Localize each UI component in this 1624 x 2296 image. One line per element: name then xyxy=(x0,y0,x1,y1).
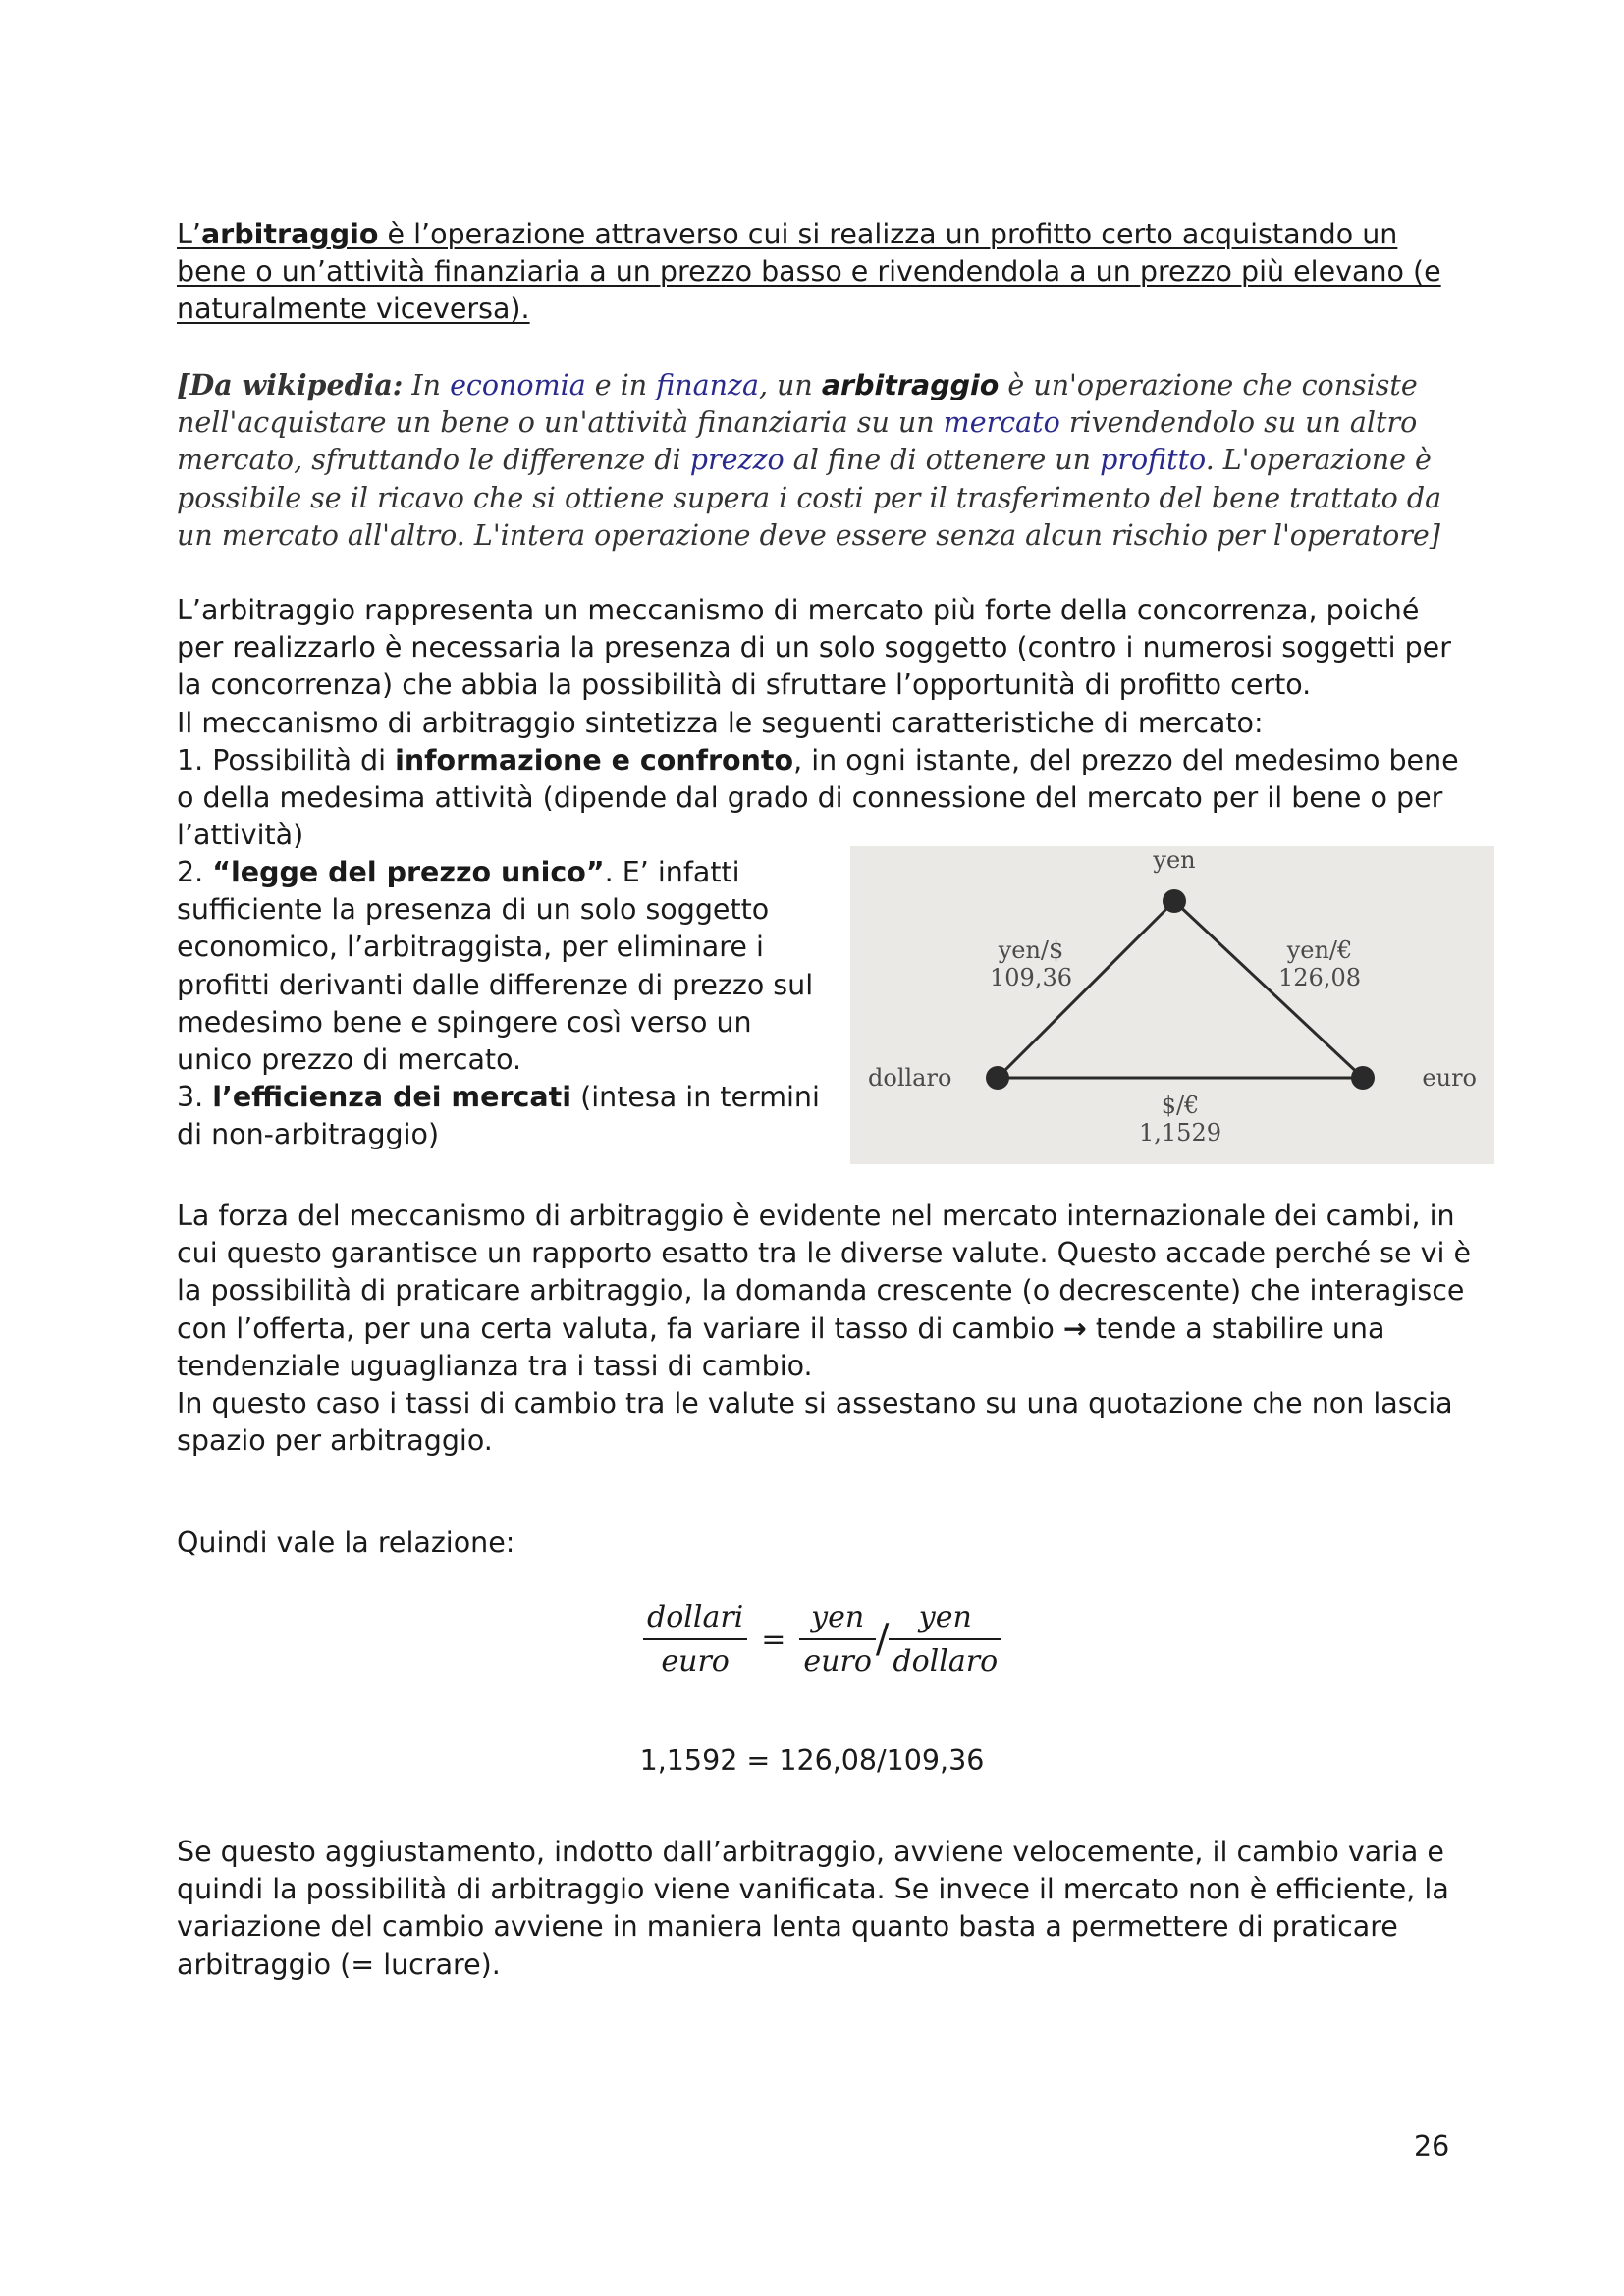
exchange-paragraph xyxy=(177,1198,1473,1460)
adjustment-paragraph: Se questo aggiustamento, indotto dall’arbitraggio, avviene velocemente, il cambio varia e quindi la possibilità di arbitraggio viene vanificata. Se invece il mercato non è efficiente, la variazione del cambio avviene in maniera lenta quanto basta a permettere di praticare arbitraggio (= lucrare). xyxy=(177,1836,1449,1981)
wiki-text: , un xyxy=(758,369,822,401)
node-euro xyxy=(1351,1066,1375,1090)
equals-sign: = xyxy=(761,1622,786,1657)
wiki-text: al fine di ottenere un xyxy=(784,444,1101,477)
link-profitto[interactable]: profitto xyxy=(1100,444,1206,477)
fraction-yen-euro xyxy=(799,1600,875,1679)
link-economia[interactable]: economia xyxy=(450,369,586,401)
list-item-2-text: . E’ infatti sufficiente la presenza di un solo soggetto economico, l’arbitraggista, per eliminare i profitti derivanti dalle differenze di prezzo sul medesimo bene e spingere così verso un unico prezzo di mercato. xyxy=(177,856,814,1077)
list-item-1 xyxy=(177,742,1473,855)
division-slash: / xyxy=(875,1617,890,1662)
label-euro: euro xyxy=(1422,1064,1477,1092)
wiki-text: . L'operazione è possibile se il ricavo che si ottiene supera i costi per il trasferimento del bene trattato da un mercato all'altro. L'intera operazione deve essere senza alcun rischio per l'operatore] xyxy=(177,444,1442,552)
node-dollaro xyxy=(986,1066,1009,1090)
list-item-3 xyxy=(177,1079,825,1153)
wiki-text: In xyxy=(403,369,451,401)
list-item-2-prefix: 2. xyxy=(177,856,213,888)
numerator-dollari: dollari xyxy=(643,1600,747,1640)
intro-paragraph: L’arbitraggio rappresenta un meccanismo di mercato più forte della concorrenza, poiché per realizzarlo è necessaria la presenza di un solo soggetto (contro i numerosi soggetti per la concorrenza) che abbia la possibilità di sfruttare l’opportunità di profitto certo. xyxy=(177,594,1451,702)
wiki-text: rivendendolo su un altro mercato, sfruttando le differenze di xyxy=(177,406,1418,477)
list-item-2-bold: “legge del prezzo unico” xyxy=(212,856,605,888)
link-prezzo[interactable]: prezzo xyxy=(689,444,785,477)
wiki-label: [Da wikipedia: xyxy=(177,368,404,401)
denominator-euro: euro xyxy=(661,1644,730,1679)
list-item-1-bold: informazione e confronto xyxy=(395,743,794,776)
exchange-text xyxy=(177,1198,1473,1385)
wiki-text: è un'operazione che consiste nell'acquistare un bene o un'attività finanziaria su un xyxy=(177,369,1418,440)
list-item-3-bold: l’efficienza dei mercati xyxy=(212,1081,572,1114)
rate-yen-euro-value: 126,08 xyxy=(1278,964,1361,991)
link-mercato[interactable]: mercato xyxy=(943,406,1060,440)
characteristics-list-continued xyxy=(177,854,825,1154)
rate-dollar-euro-label: $/€ xyxy=(1161,1092,1200,1119)
list-item-3-text: (intesa in termini di non-arbitraggio) xyxy=(177,1081,820,1151)
list-item-1-text: , in ogni istante, del prezzo del medesimo bene o della medesima attività (dipende dal grado di connessione del mercato per il bene o per l’attività) xyxy=(177,743,1459,852)
page-number: 26 xyxy=(1414,2130,1450,2163)
numerator-yen: yen xyxy=(799,1600,875,1640)
denominator-euro-2: euro xyxy=(803,1644,872,1679)
wiki-text: e in xyxy=(585,369,657,401)
exchange-text-part1: La forza del meccanismo di arbitraggio è evidente nel mercato internazionale dei cambi, in cui questo garantisce un rapporto esatto tra le diverse valute. Questo accade perché se vi è la possibilità di praticare arbitraggio, la domanda crescente (o decrescente) che interagisce con l’offerta, per una certa valuta, fa variare il tasso di cambio xyxy=(177,1200,1471,1345)
list-item-2 xyxy=(177,854,825,1079)
fraction-yen-dollaro xyxy=(889,1600,1001,1679)
label-yen: yen xyxy=(1153,846,1196,874)
currency-triangle-diagram xyxy=(850,846,1494,1164)
relation-intro: Quindi vale la relazione: xyxy=(177,1526,515,1559)
list-item-3-prefix: 3. xyxy=(177,1081,213,1114)
definition-prefix: L’ xyxy=(177,218,201,250)
rate-yen-dollar-label: yen/$ xyxy=(998,936,1064,964)
rate-dollar-euro-value: 1,1529 xyxy=(1139,1119,1221,1147)
arrow-right-icon: → xyxy=(1062,1311,1087,1345)
node-yen xyxy=(1163,889,1186,913)
wikipedia-quote xyxy=(177,366,1473,555)
numerator-yen-2: yen xyxy=(889,1600,1001,1640)
exchange-rate-formula xyxy=(643,1600,1001,1679)
rate-yen-euro-label: yen/€ xyxy=(1286,936,1353,964)
denominator-dollaro: dollaro xyxy=(893,1644,999,1679)
definition-text: è l’operazione attraverso cui si realizza un profitto certo acquistando un bene o un’attività finanziaria a un prezzo basso e rivendendola a un prezzo più elevano (e naturalmente viceversa). xyxy=(177,218,1441,326)
link-finanza[interactable]: finanza xyxy=(656,369,759,401)
wiki-term: arbitraggio xyxy=(821,369,1000,401)
exchange-conclusion: In questo caso i tassi di cambio tra le valute si assestano su una quotazione che non lascia spazio per arbitraggio. xyxy=(177,1387,1453,1458)
characteristics-heading: Il meccanismo di arbitraggio sintetizza le seguenti caratteristiche di mercato: xyxy=(177,706,1264,739)
numeric-result: 1,1592 = 126,08/109,36 xyxy=(639,1744,985,1777)
definition-paragraph xyxy=(177,216,1473,329)
list-item-1-prefix: 1. Possibilità di xyxy=(177,743,396,776)
label-dollaro: dollaro xyxy=(868,1064,952,1092)
fraction-dollari-euro xyxy=(643,1600,747,1679)
exchange-text-part2: tende a stabilire una tendenziale uguaglianza tra i tassi di cambio. xyxy=(177,1311,1385,1382)
arbitrage-characteristics xyxy=(177,592,1473,854)
definition-term: arbitraggio xyxy=(200,218,379,250)
rate-yen-dollar-value: 109,36 xyxy=(990,964,1072,991)
